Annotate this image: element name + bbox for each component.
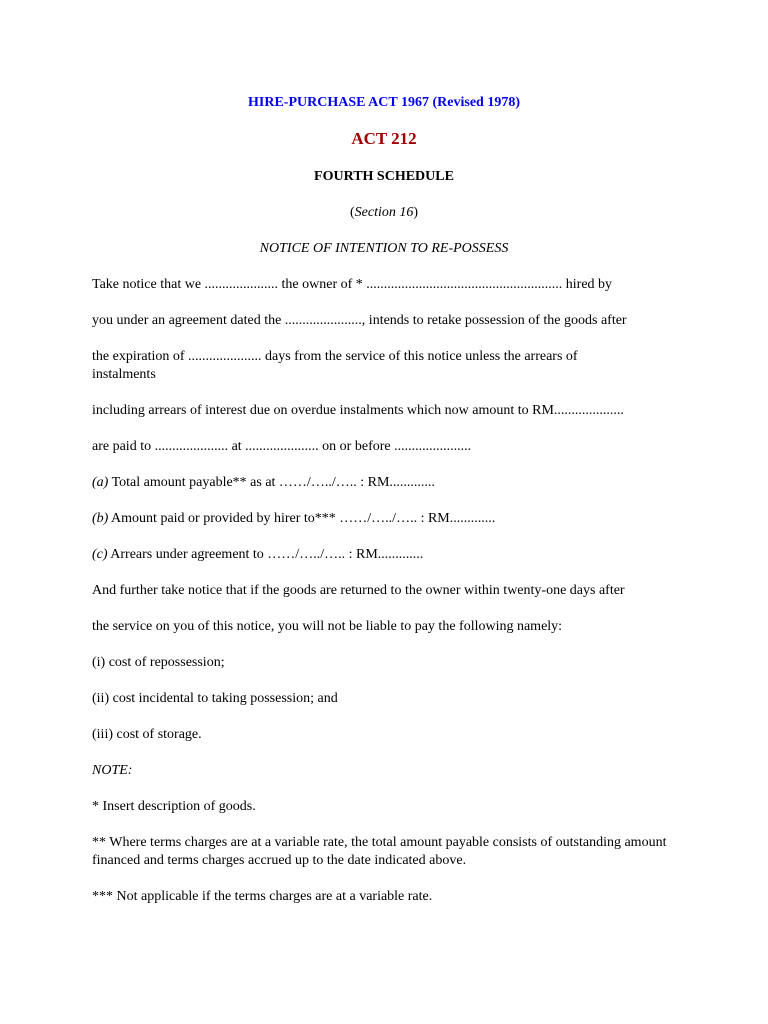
item-a-text: Total amount payable** as at ……/…../….. : RM............. xyxy=(108,475,435,490)
cost-item-3: (iii) cost of storage. xyxy=(92,727,202,742)
notice-title: NOTICE OF INTENTION TO RE-POSSESS xyxy=(259,241,509,256)
section-ref-text: Section 16 xyxy=(354,205,414,220)
body-line-1: Take notice that we ..................... the owner of * ........................................................ hired by xyxy=(92,277,613,292)
section-reference xyxy=(0,204,768,222)
body-line-3: the expiration of ..................... days from the service of this notice unless the arrears of instalments xyxy=(92,349,578,382)
note-3: *** Not applicable if the terms charges are at a variable rate. xyxy=(92,889,433,904)
body-line-2: you under an agreement dated the ......................, intends to retake possession of the goods after xyxy=(92,313,627,328)
item-c-text: Arrears under agreement to ……/…../….. : RM............. xyxy=(107,547,424,562)
item-a-label: (a) xyxy=(92,475,109,490)
section-open-paren: ( xyxy=(349,205,355,220)
body-line-4: including arrears of interest due on overdue instalments which now amount to RM.................... xyxy=(92,403,624,418)
item-b-text: Amount paid or provided by hirer to*** ……/…../….. : RM............. xyxy=(108,511,496,526)
cost-item-1: (i) cost of repossession; xyxy=(92,655,225,670)
note-heading: NOTE: xyxy=(92,763,133,778)
body-line-5: are paid to ..................... at ..................... on or before ...................... xyxy=(92,439,472,454)
item-a xyxy=(92,474,682,492)
note-1: * Insert description of goods. xyxy=(92,799,256,814)
further-notice-line-2: the service on you of this notice, you will not be liable to pay the following namely: xyxy=(92,619,563,634)
item-b xyxy=(92,510,682,528)
item-c xyxy=(92,546,682,564)
cost-item-2: (ii) cost incidental to taking possession; and xyxy=(92,691,338,706)
further-notice-line-1: And further take notice that if the goods are returned to the owner within twenty-one days after xyxy=(92,583,625,598)
item-b-label: (b) xyxy=(92,511,109,526)
schedule-heading: FOURTH SCHEDULE xyxy=(314,169,454,184)
section-close-paren: ) xyxy=(413,205,419,220)
item-c-label: (c) xyxy=(92,547,108,562)
note-2: ** Where terms charges are at a variable rate, the total amount payable consists of outstanding amount financed and terms charges accrued up to the date indicated above. xyxy=(92,835,667,868)
act-title: HIRE-PURCHASE ACT 1967 (Revised 1978) xyxy=(248,95,520,110)
act-number: ACT 212 xyxy=(351,129,417,148)
